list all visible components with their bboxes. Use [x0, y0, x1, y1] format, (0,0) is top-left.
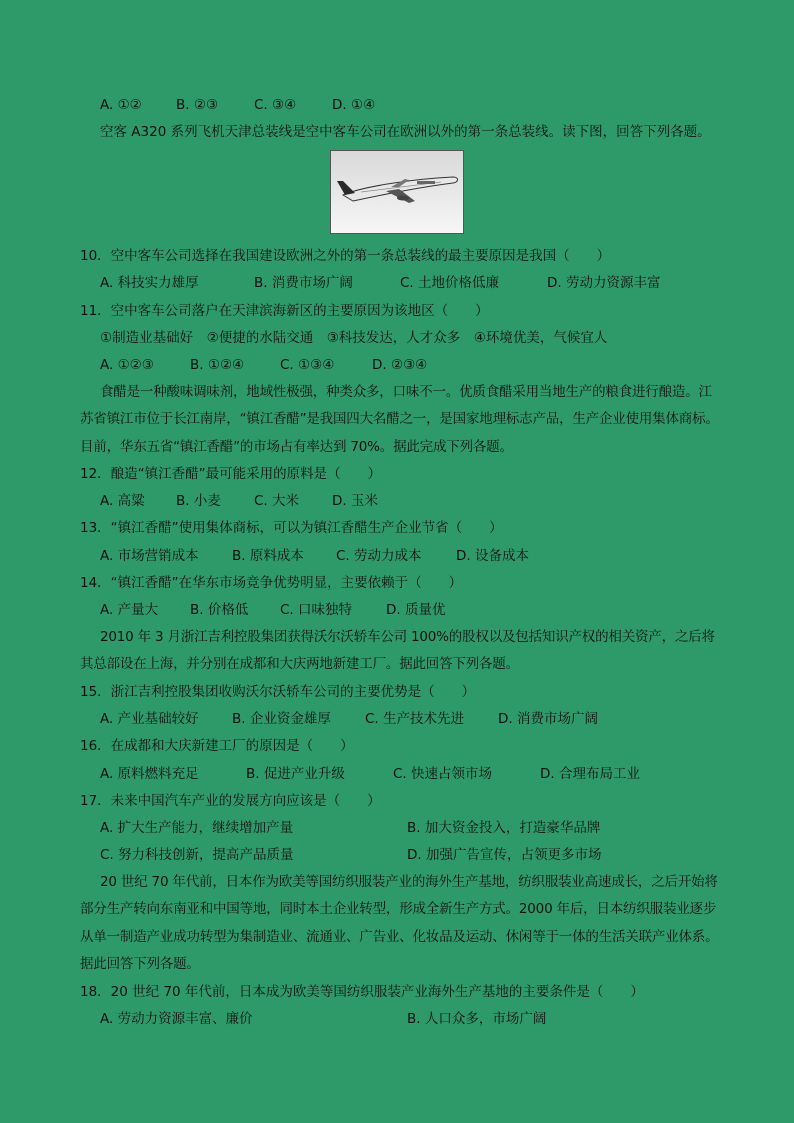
q12-option-c: C. 大米: [254, 493, 300, 509]
q18-stem: 18．20 世纪 70 年代前，日本成为欧美等国纺织服装产业海外生产基地的主要条件是（ ）: [80, 984, 644, 1000]
q10-option-d: D. 劳动力资源丰富: [547, 275, 661, 291]
q15-option-a: A. 产业基础较好: [100, 711, 199, 727]
q15-option-d: D. 消费市场广阔: [498, 711, 598, 727]
q14-stem: 14．“镇江香醋”在华东市场竞争优势明显，主要依赖于（ ）: [80, 575, 463, 591]
q9-option-d: D. ①④: [332, 97, 376, 113]
airplane-photo: [330, 150, 464, 234]
q17-option-a: A. 扩大生产能力，继续增加产量: [100, 820, 294, 836]
intro-geely: 2010 年 3 月浙江吉利控股集团获得沃尔沃轿车公司 100%的股权以及包括知识产权的相关资产，之后将其总部设在上海，并分别在成都和大庆两地新建工厂。据此回答下列各题。: [80, 629, 715, 673]
q13-option-d: D. 设备成本: [456, 548, 529, 564]
q16-stem: 16．在成都和大庆新建工厂的原因是（ ）: [80, 738, 354, 754]
q14-option-c: C. 口味独特: [280, 602, 353, 618]
q9-option-c: C. ③④: [254, 97, 297, 113]
q10-option-b: B. 消费市场广阔: [254, 275, 353, 291]
q15-option-b: B. 企业资金雄厚: [232, 711, 331, 727]
q10-stem: 10．空中客车公司选择在我国建设欧洲之外的第一条总装线的最主要原因是我国（ ）: [80, 248, 611, 264]
airplane-icon: [331, 151, 464, 234]
q18-option-b: B. 人口众多，市场广阔: [407, 1011, 547, 1027]
q15-stem: 15．浙江吉利控股集团收购沃尔沃轿车公司的主要优势是（ ）: [80, 684, 476, 700]
q17-option-d: D. 加强广告宣传，占领更多市场: [407, 847, 602, 863]
q16-option-b: B. 促进产业升级: [246, 766, 345, 782]
q13-option-a: A. 市场营销成本: [100, 548, 199, 564]
intro-japan: 20 世纪 70 年代前，日本作为欧美等国纺织服装产业的海外生产基地，纺织服装业高速成长，之后开始将部分生产转向东南亚和中国等地，同时本土企业转型，形成全新生产方式。2000 年后，日本纺织服装业逐步从单一制造产业成功转型为集制造业、流通业、广告业、化妆品及运动、休闲等于一体的生活关联产业体系。据此回答下列各题。: [80, 874, 719, 972]
q11-option-d: D. ②③④: [372, 357, 428, 373]
q17-option-c: C. 努力科技创新，提高产品质量: [100, 847, 294, 863]
q15-option-c: C. 生产技术先进: [365, 711, 465, 727]
q11-option-a: A. ①②③: [100, 357, 154, 373]
q16-option-d: D. 合理布局工业: [540, 766, 640, 782]
q13-option-c: C. 劳动力成本: [336, 548, 422, 564]
q10-option-a: A. 科技实力雄厚: [100, 275, 199, 291]
q11-option-c: C. ①③④: [280, 357, 335, 373]
q14-option-d: D. 质量优: [386, 602, 446, 618]
q9-option-b: B. ②③: [176, 97, 219, 113]
q16-option-a: A. 原料燃料充足: [100, 766, 199, 782]
q12-option-a: A. 高粱: [100, 493, 145, 509]
intro-vinegar: 食醋是一种酸味调味剂，地域性极强，种类众多，口味不一。优质食醋采用当地生产的粮食进行酿造。江苏省镇江市位于长江南岸，“镇江香醋”是我国四大名醋之一，是国家地理标志产品，生产企业使用集体商标。目前，华东五省“镇江香醋”的市场占有率达到 70%。据此完成下列各题。: [80, 384, 719, 455]
q14-option-b: B. 价格低: [190, 602, 249, 618]
q18-option-a: A. 劳动力资源丰富、廉价: [100, 1011, 253, 1027]
q17-option-b: B. 加大资金投入，打造豪华品牌: [407, 820, 601, 836]
q12-option-d: D. 玉米: [332, 493, 378, 509]
q14-option-a: A. 产量大: [100, 602, 159, 618]
q11-option-b: B. ①②④: [190, 357, 245, 373]
q11-items: ①制造业基础好 ②便捷的水陆交通 ③科技发达，人才众多 ④环境优美，气候宜人: [100, 330, 608, 346]
q11-stem: 11．空中客车公司落户在天津滨海新区的主要原因为该地区（ ）: [80, 303, 489, 319]
q13-stem: 13．“镇江香醋”使用集体商标，可以为镇江香醋生产企业节省（ ）: [80, 520, 503, 536]
q10-option-c: C. 土地价格低廉: [400, 275, 500, 291]
q9-option-a: A. ①②: [100, 97, 142, 113]
q16-option-c: C. 快速占领市场: [393, 766, 493, 782]
q13-option-b: B. 原料成本: [232, 548, 304, 564]
q12-stem: 12．酿造“镇江香醋”最可能采用的原料是（ ）: [80, 466, 382, 482]
intro-a320: 空客 A320 系列飞机天津总装线是空中客车公司在欧洲以外的第一条总装线。读下图，回答下列各题。: [100, 124, 711, 140]
q17-stem: 17．未来中国汽车产业的发展方向应该是（ ）: [80, 793, 381, 809]
q12-option-b: B. 小麦: [176, 493, 221, 509]
